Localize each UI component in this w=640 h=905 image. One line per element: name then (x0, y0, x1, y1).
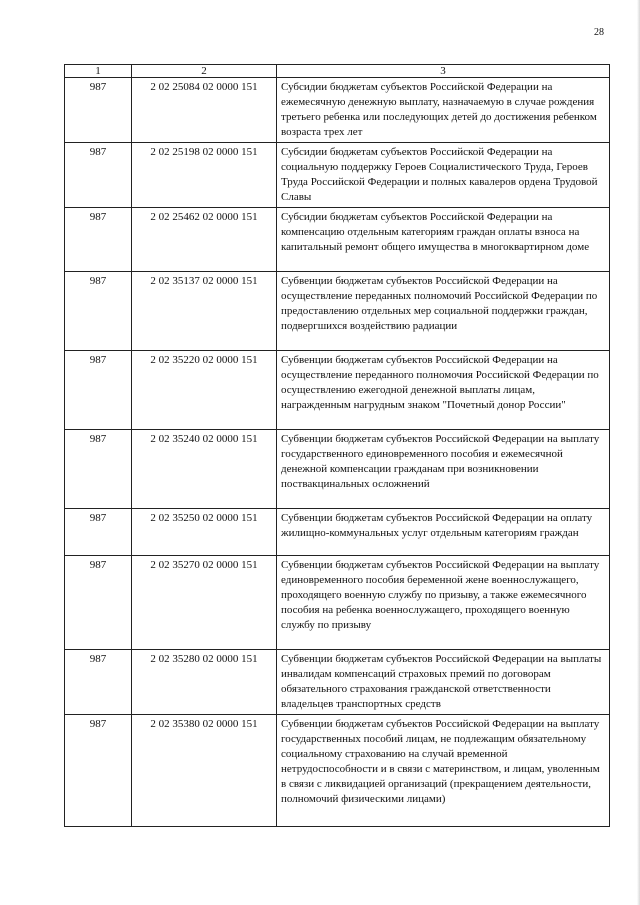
budget-code-cell: 2 02 25462 02 0000 151 (132, 208, 277, 272)
admin-code-cell: 987 (65, 715, 132, 827)
description-cell: Субвенции бюджетам субъектов Российской Федерации на оплату жилищно-коммунальных услуг отдельным категориям граждан (277, 509, 610, 556)
table-row (65, 208, 610, 272)
budget-code-cell: 2 02 35280 02 0000 151 (132, 650, 277, 715)
table-row (65, 78, 610, 143)
table-row (65, 430, 610, 509)
description-cell: Субвенции бюджетам субъектов Российской Федерации на осуществление переданных полномочий Российской Федерации по предоставлению отдельных мер социальной поддержки граждан, подвергшихся воздействию радиации (277, 272, 610, 351)
budget-code-table (64, 64, 610, 827)
table-row (65, 143, 610, 208)
admin-code-cell: 987 (65, 556, 132, 650)
description-cell: Субвенции бюджетам субъектов Российской Федерации на осуществление переданного полномочия Российской Федерации по осуществлению ежегодной денежной выплаты лицам, награжденным нагрудным знаком "Почетный донор России" (277, 351, 610, 430)
budget-code-cell: 2 02 35250 02 0000 151 (132, 509, 277, 556)
admin-code-cell: 987 (65, 272, 132, 351)
column-header-2: 2 (132, 65, 277, 78)
table-row (65, 509, 610, 556)
budget-code-cell: 2 02 35380 02 0000 151 (132, 715, 277, 827)
description-cell: Субвенции бюджетам субъектов Российской Федерации на выплату государственного единовременного пособия и ежемесячной денежной компенсации гражданам при возникновении поствакцинальных осложнений (277, 430, 610, 509)
budget-code-cell: 2 02 35240 02 0000 151 (132, 430, 277, 509)
description-cell: Субвенции бюджетам субъектов Российской Федерации на выплату государственных пособий лицам, не подлежащим обязательному социальному страхованию на случай временной нетрудоспособности и в связи с материнством, и лицам, уволенным в связи с ликвидацией организаций (прекращением деятельности, полномочий физическими лицами) (277, 715, 610, 827)
description-cell: Субвенции бюджетам субъектов Российской Федерации на выплату единовременного пособия беременной жене военнослужащего, проходящего военную службу по призыву, а также ежемесячного пособия на ребенка военнослужащего, проходящего военную службу по призыву (277, 556, 610, 650)
admin-code-cell: 987 (65, 509, 132, 556)
description-cell: Субвенции бюджетам субъектов Российской Федерации на выплаты инвалидам компенсаций страховых премий по договорам обязательного страхования гражданской ответственности владельцев транспортных средств (277, 650, 610, 715)
column-header-1: 1 (65, 65, 132, 78)
table-row (65, 715, 610, 827)
description-cell: Субсидии бюджетам субъектов Российской Федерации на социальную поддержку Героев Социалистического Труда, Героев Труда Российской Федерации и полных кавалеров ордена Трудовой Славы (277, 143, 610, 208)
admin-code-cell: 987 (65, 351, 132, 430)
admin-code-cell: 987 (65, 78, 132, 143)
table-header-row (65, 65, 610, 78)
budget-code-cell: 2 02 35270 02 0000 151 (132, 556, 277, 650)
description-cell: Субсидии бюджетам субъектов Российской Федерации на компенсацию отдельным категориям граждан оплаты взноса на капитальный ремонт общего имущества в многоквартирном доме (277, 208, 610, 272)
table-row (65, 556, 610, 650)
budget-code-cell: 2 02 25198 02 0000 151 (132, 143, 277, 208)
page-number: 28 (594, 27, 604, 38)
admin-code-cell: 987 (65, 430, 132, 509)
budget-code-cell: 2 02 25084 02 0000 151 (132, 78, 277, 143)
table-row (65, 650, 610, 715)
table-row (65, 272, 610, 351)
table-row (65, 351, 610, 430)
column-header-3: 3 (277, 65, 610, 78)
budget-code-cell: 2 02 35137 02 0000 151 (132, 272, 277, 351)
description-cell: Субсидии бюджетам субъектов Российской Федерации на ежемесячную денежную выплату, назначаемую в случае рождения третьего ребенка или последующих детей до достижения ребенком возраста трех лет (277, 78, 610, 143)
admin-code-cell: 987 (65, 208, 132, 272)
budget-code-cell: 2 02 35220 02 0000 151 (132, 351, 277, 430)
admin-code-cell: 987 (65, 650, 132, 715)
admin-code-cell: 987 (65, 143, 132, 208)
